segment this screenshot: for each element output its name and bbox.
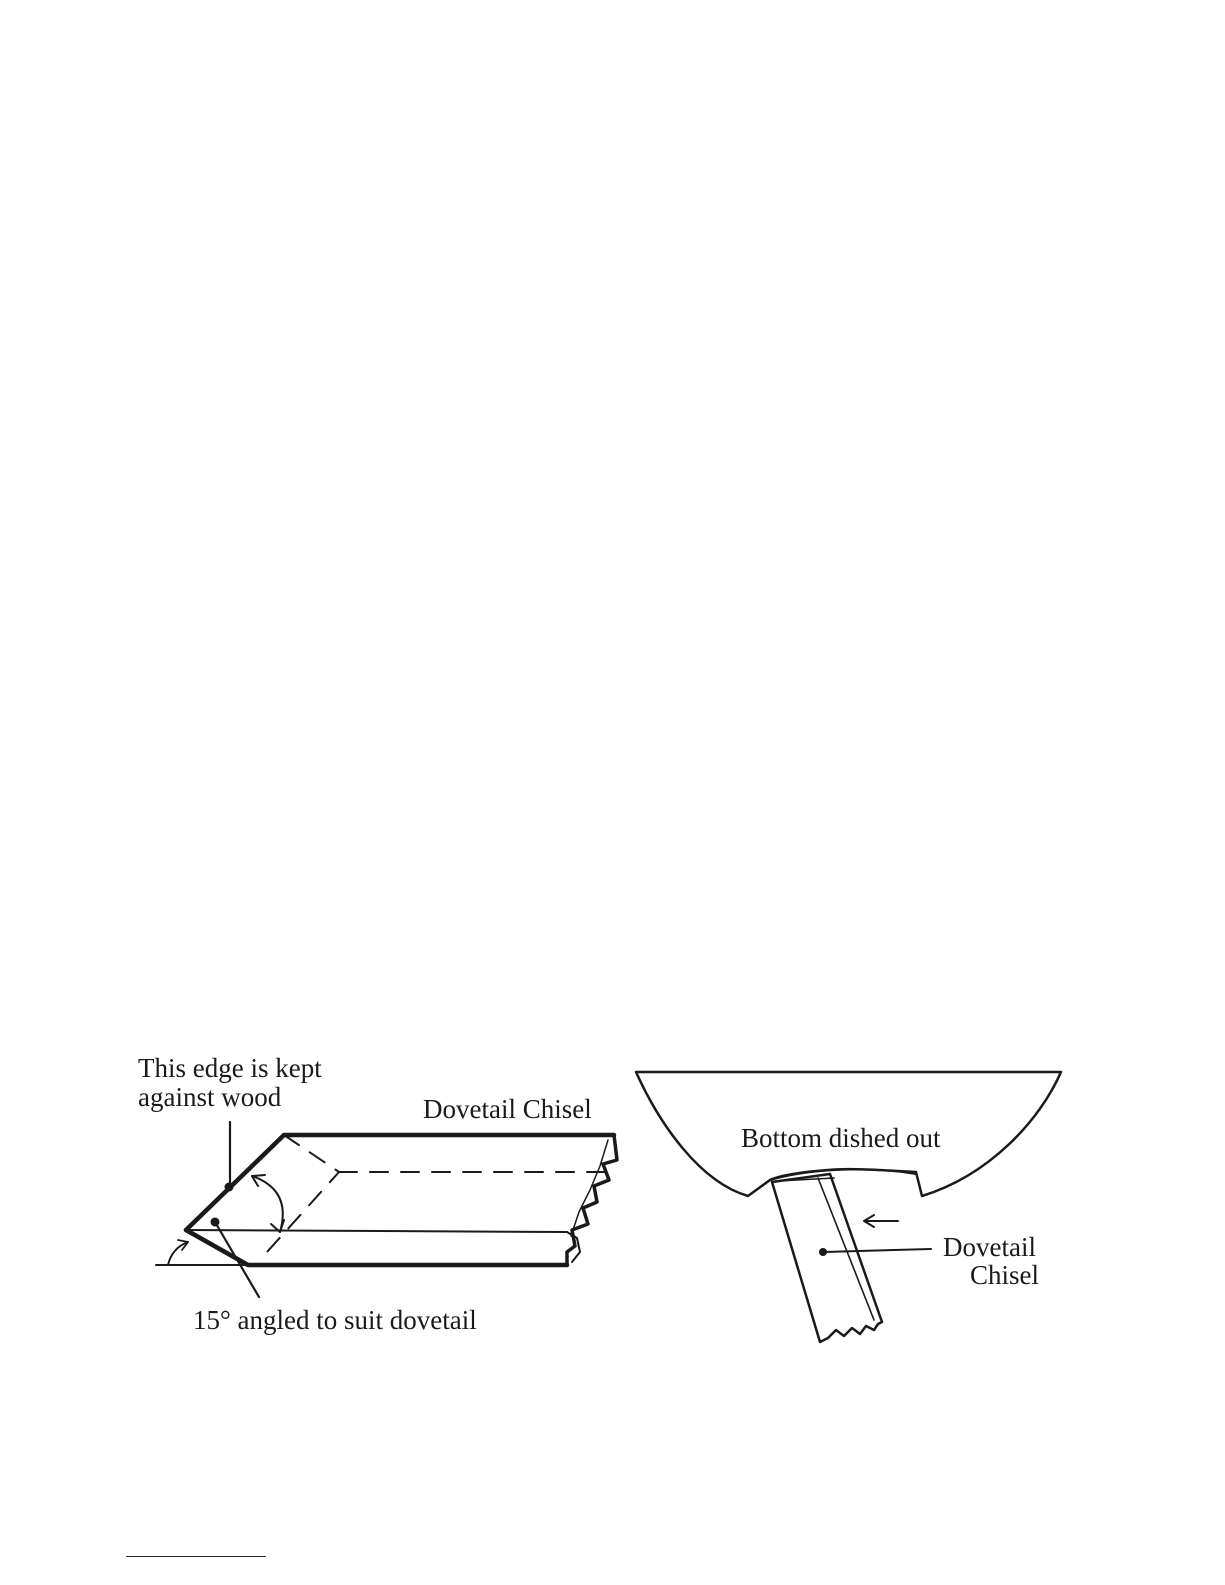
direction-arrow [864, 1215, 898, 1227]
chisel-broken-end [567, 1135, 617, 1265]
bowl-section-drawing [636, 1072, 1061, 1342]
chisel-broken-end-back [571, 1140, 608, 1236]
bottom-label: Bottom dished out [741, 1123, 941, 1153]
chisel-title-label: Dovetail Chisel [423, 1094, 592, 1124]
edge-label-line2: against wood [138, 1082, 282, 1112]
angle-label: 15° angled to suit dovetail [193, 1305, 477, 1335]
bowl-chisel-label-line1: Dovetail [943, 1232, 1036, 1262]
chisel-perspective-drawing [156, 1122, 617, 1297]
edge-label-line1: This edge is kept [138, 1053, 322, 1083]
bowl-chisel-label-line2: Chisel [970, 1260, 1040, 1290]
chisel-front-edge [186, 1230, 567, 1232]
angle-leader-line [215, 1222, 259, 1297]
chisel-top-edge [186, 1135, 614, 1230]
chisel-hidden-edges [267, 1135, 612, 1252]
footnote-rule [126, 1556, 266, 1557]
chisel-bevel-edge [186, 1230, 567, 1265]
